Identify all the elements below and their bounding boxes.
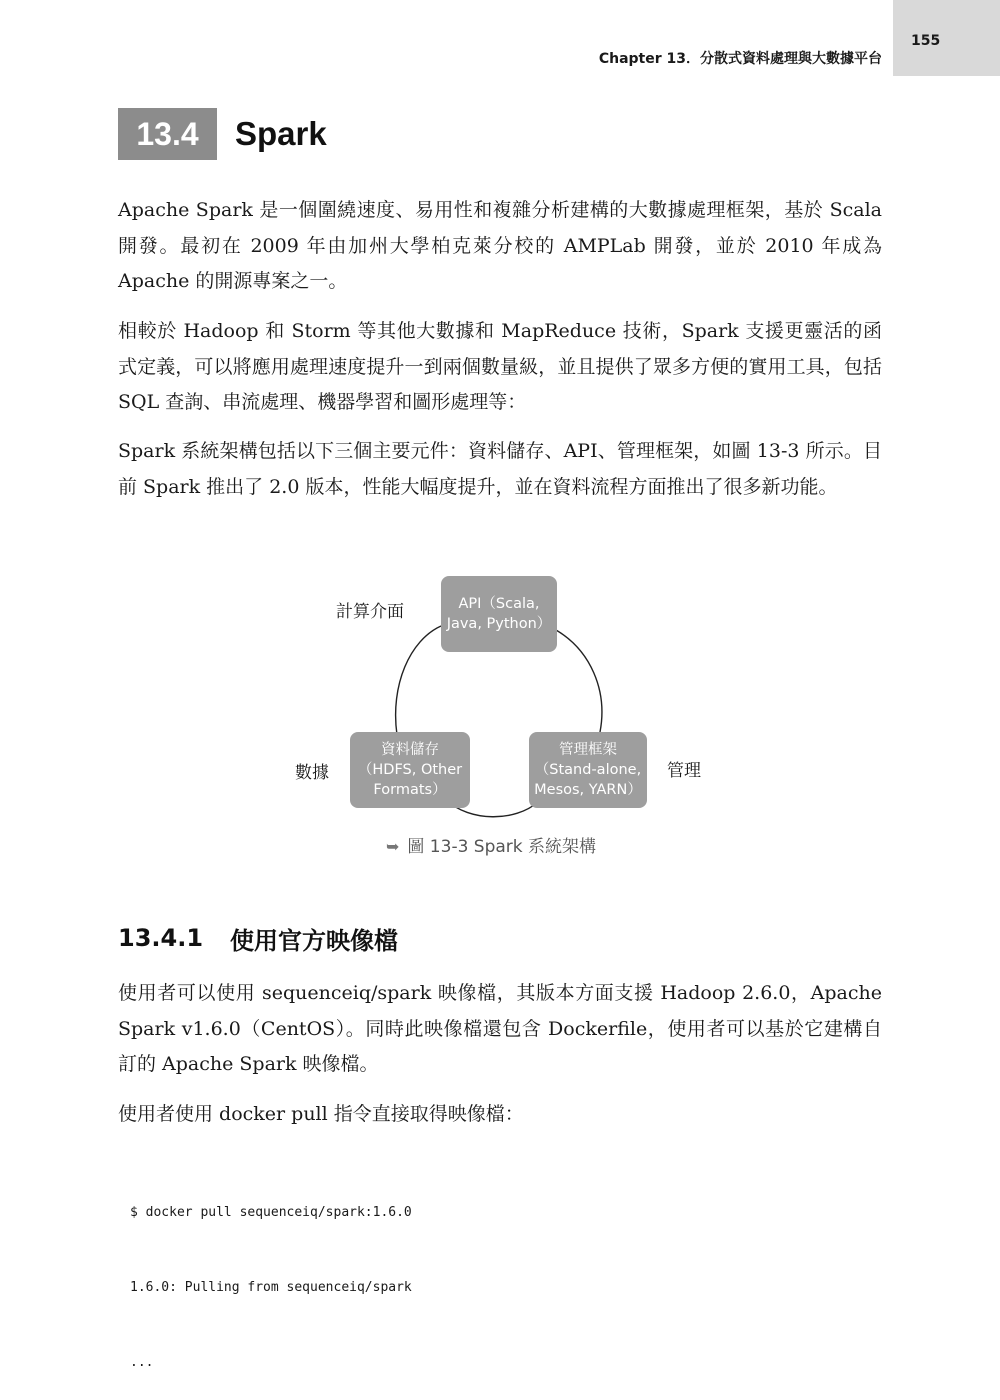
paragraph-architecture: Spark 系統架構包括以下三個主要元件：資料儲存、API、管理框架，如圖 13-3 所示。目前 Spark 推出了 2.0 版本，性能大幅度提升，並在資料流程方面推出了很多新功能。 <box>118 440 882 498</box>
storage-node-line2: （HDFS, Other <box>357 762 463 778</box>
arrow-icon: ➥ <box>386 837 400 856</box>
chapter-title: Chapter 13．分散式資料處理與大數據平台 <box>598 51 882 67</box>
storage-node <box>350 732 470 808</box>
subsection-number: 13.4.1 <box>118 924 204 952</box>
spark-architecture-diagram <box>0 560 1000 870</box>
api-node-line2: Java, Python） <box>446 616 552 632</box>
code-line: 1.6.0: Pulling from sequenceiq/spark <box>130 1280 412 1295</box>
figure-caption-text: 圖 13-3 Spark 系統架構 <box>407 837 597 857</box>
figure-caption <box>386 832 596 857</box>
code-line: $ docker pull sequenceiq/spark:1.6.0 <box>130 1205 412 1220</box>
section-number: 13.4 <box>118 108 217 160</box>
api-node <box>441 576 557 652</box>
data-label: 數據 <box>295 763 329 783</box>
subsection-title: 使用官方映像檔 <box>230 926 398 955</box>
paragraph-image-info: 使用者可以使用 sequenceiq/spark 映像檔，其版本方面支援 Hadoop 2.6.0，Apache Spark v1.6.0（CentOS）。同時此映像檔還包含 Dockerfile，使用者可以基於它建構自訂的 Apache Spark 映像檔。 <box>118 982 882 1075</box>
compute-interface-label: 計算介面 <box>336 602 404 622</box>
page-number: 155 <box>893 0 1000 76</box>
storage-node-line1: 資料儲存 <box>381 742 439 758</box>
storage-node-line3: Formats） <box>373 782 447 798</box>
code-block <box>130 1150 412 1400</box>
management-node-line3: Mesos, YARN） <box>534 782 642 798</box>
paragraph-intro: Apache Spark 是一個圍繞速度、易用性和複雜分析建構的大數據處理框架，基於 Scala 開發。最初在 2009 年由加州大學柏克萊分校的 AMPLab 開發，並於 2010 年成為 Apache 的開源專案之一。 <box>118 199 882 292</box>
paragraph-comparison: 相較於 Hadoop 和 Storm 等其他大數據和 MapReduce 技術，Spark 支援更靈活的函式定義，可以將應用處理速度提升一到兩個數量級，並且提供了眾多方便的實用工具，包括 SQL 查詢、串流處理、機器學習和圖形處理等： <box>118 320 882 413</box>
code-line: ... <box>130 1355 154 1370</box>
section-title: Spark <box>235 115 327 152</box>
management-node <box>529 732 647 808</box>
management-label: 管理 <box>667 761 701 781</box>
management-node-line1: 管理框架 <box>559 742 617 758</box>
management-node-line2: （Stand-alone, <box>534 762 642 778</box>
subsection-heading <box>118 918 398 958</box>
paragraph-docker-pull: 使用者使用 docker pull 指令直接取得映像檔： <box>118 1103 524 1125</box>
api-node-line1: API（Scala, <box>458 596 540 612</box>
